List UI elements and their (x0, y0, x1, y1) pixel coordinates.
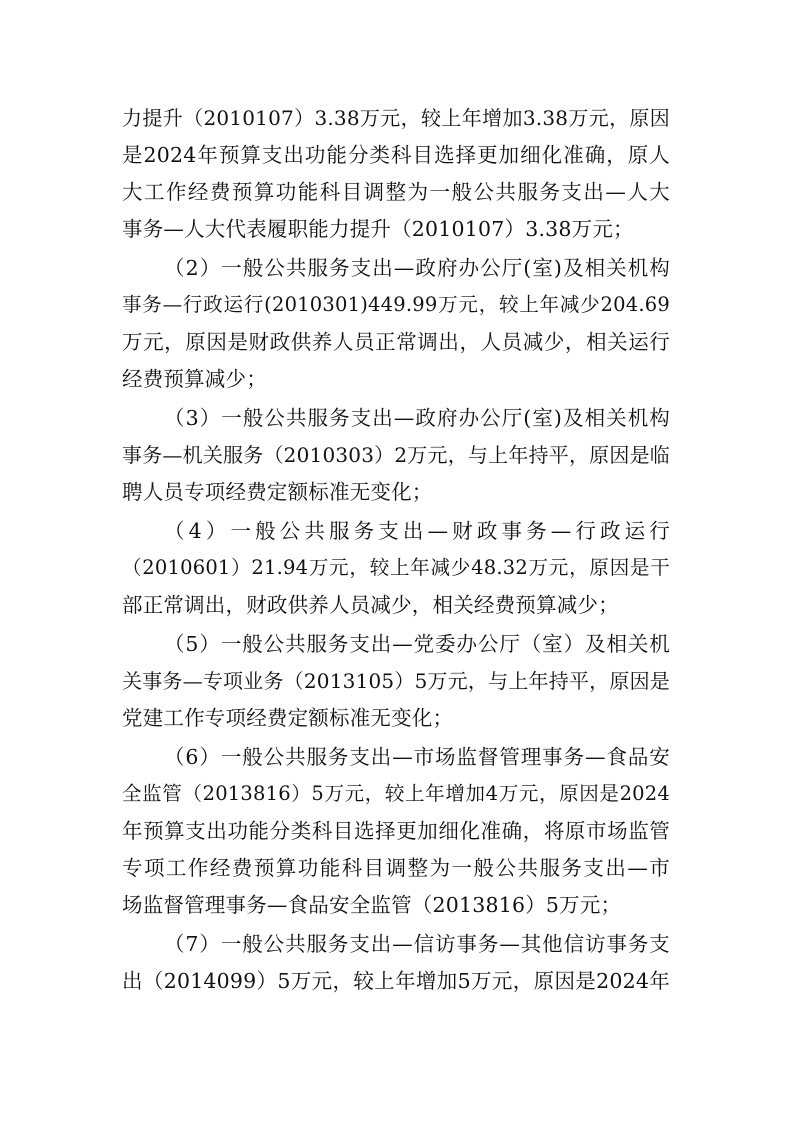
text-line: 出（2014099）5万元，较上年增加5万元，原因是2024年 (122, 969, 670, 993)
text-line: 大工作经费预算功能科目调整为一般公共服务支出—人大 (122, 180, 670, 204)
text-line: 事务—行政运行(2010301)449.99万元，较上年减少204.69 (122, 293, 670, 316)
text-line: 专项工作经费预算功能科目调整为一般公共服务支出—市 (122, 856, 670, 880)
text-line: （3）一般公共服务支出—政府办公厅(室)及相关机构 (164, 406, 670, 430)
text-line: 部正常调出，财政供养人员减少，相关经费预算减少； (122, 593, 619, 617)
text-line: （7）一般公共服务支出—信访事务—其他信访事务支 (164, 932, 670, 956)
text-line: 年预算支出功能分类科目选择更加细化准确，将原市场监管 (122, 819, 670, 843)
text-line: 全监管（2013816）5万元，较上年增加4万元，原因是2024 (122, 782, 670, 805)
text-line: 场监督管理事务—食品安全监管（2013816）5万元； (122, 893, 622, 917)
text-line: （5）一般公共服务支出—党委办公厅（室）及相关机 (164, 632, 670, 656)
text-line: （2）一般公共服务支出—政府办公厅(室)及相关机构 (164, 256, 670, 280)
text-line: 是2024年预算支出功能分类科目选择更加细化准确，原人 (122, 143, 670, 167)
text-line: 经费预算减少； (122, 367, 267, 391)
text-line: （6）一般公共服务支出—市场监督管理事务—食品安 (164, 745, 670, 769)
text-line: 聘人员专项经费定额标准无变化； (122, 480, 433, 504)
text-line: 党建工作专项经费定额标准无变化； (122, 706, 454, 730)
text-line: （4）一般公共服务支出—财政事务—行政运行 (164, 519, 670, 543)
text-line: 力提升（2010107）3.38万元，较上年增加3.38万元，原因 (122, 106, 670, 130)
text-line: 事务—人大代表履职能力提升（2010107）3.38万元； (122, 217, 634, 241)
text-line: 万元，原因是财政供养人员正常调出，人员减少，相关运行 (122, 330, 670, 354)
text-line: 事务—机关服务（2010303）2万元，与上年持平，原因是临 (122, 443, 670, 467)
text-line: （2010601）21.94万元，较上年减少48.32万元，原因是干 (122, 556, 670, 579)
text-line: 关事务—专项业务（2013105）5万元，与上年持平，原因是 (122, 669, 670, 693)
